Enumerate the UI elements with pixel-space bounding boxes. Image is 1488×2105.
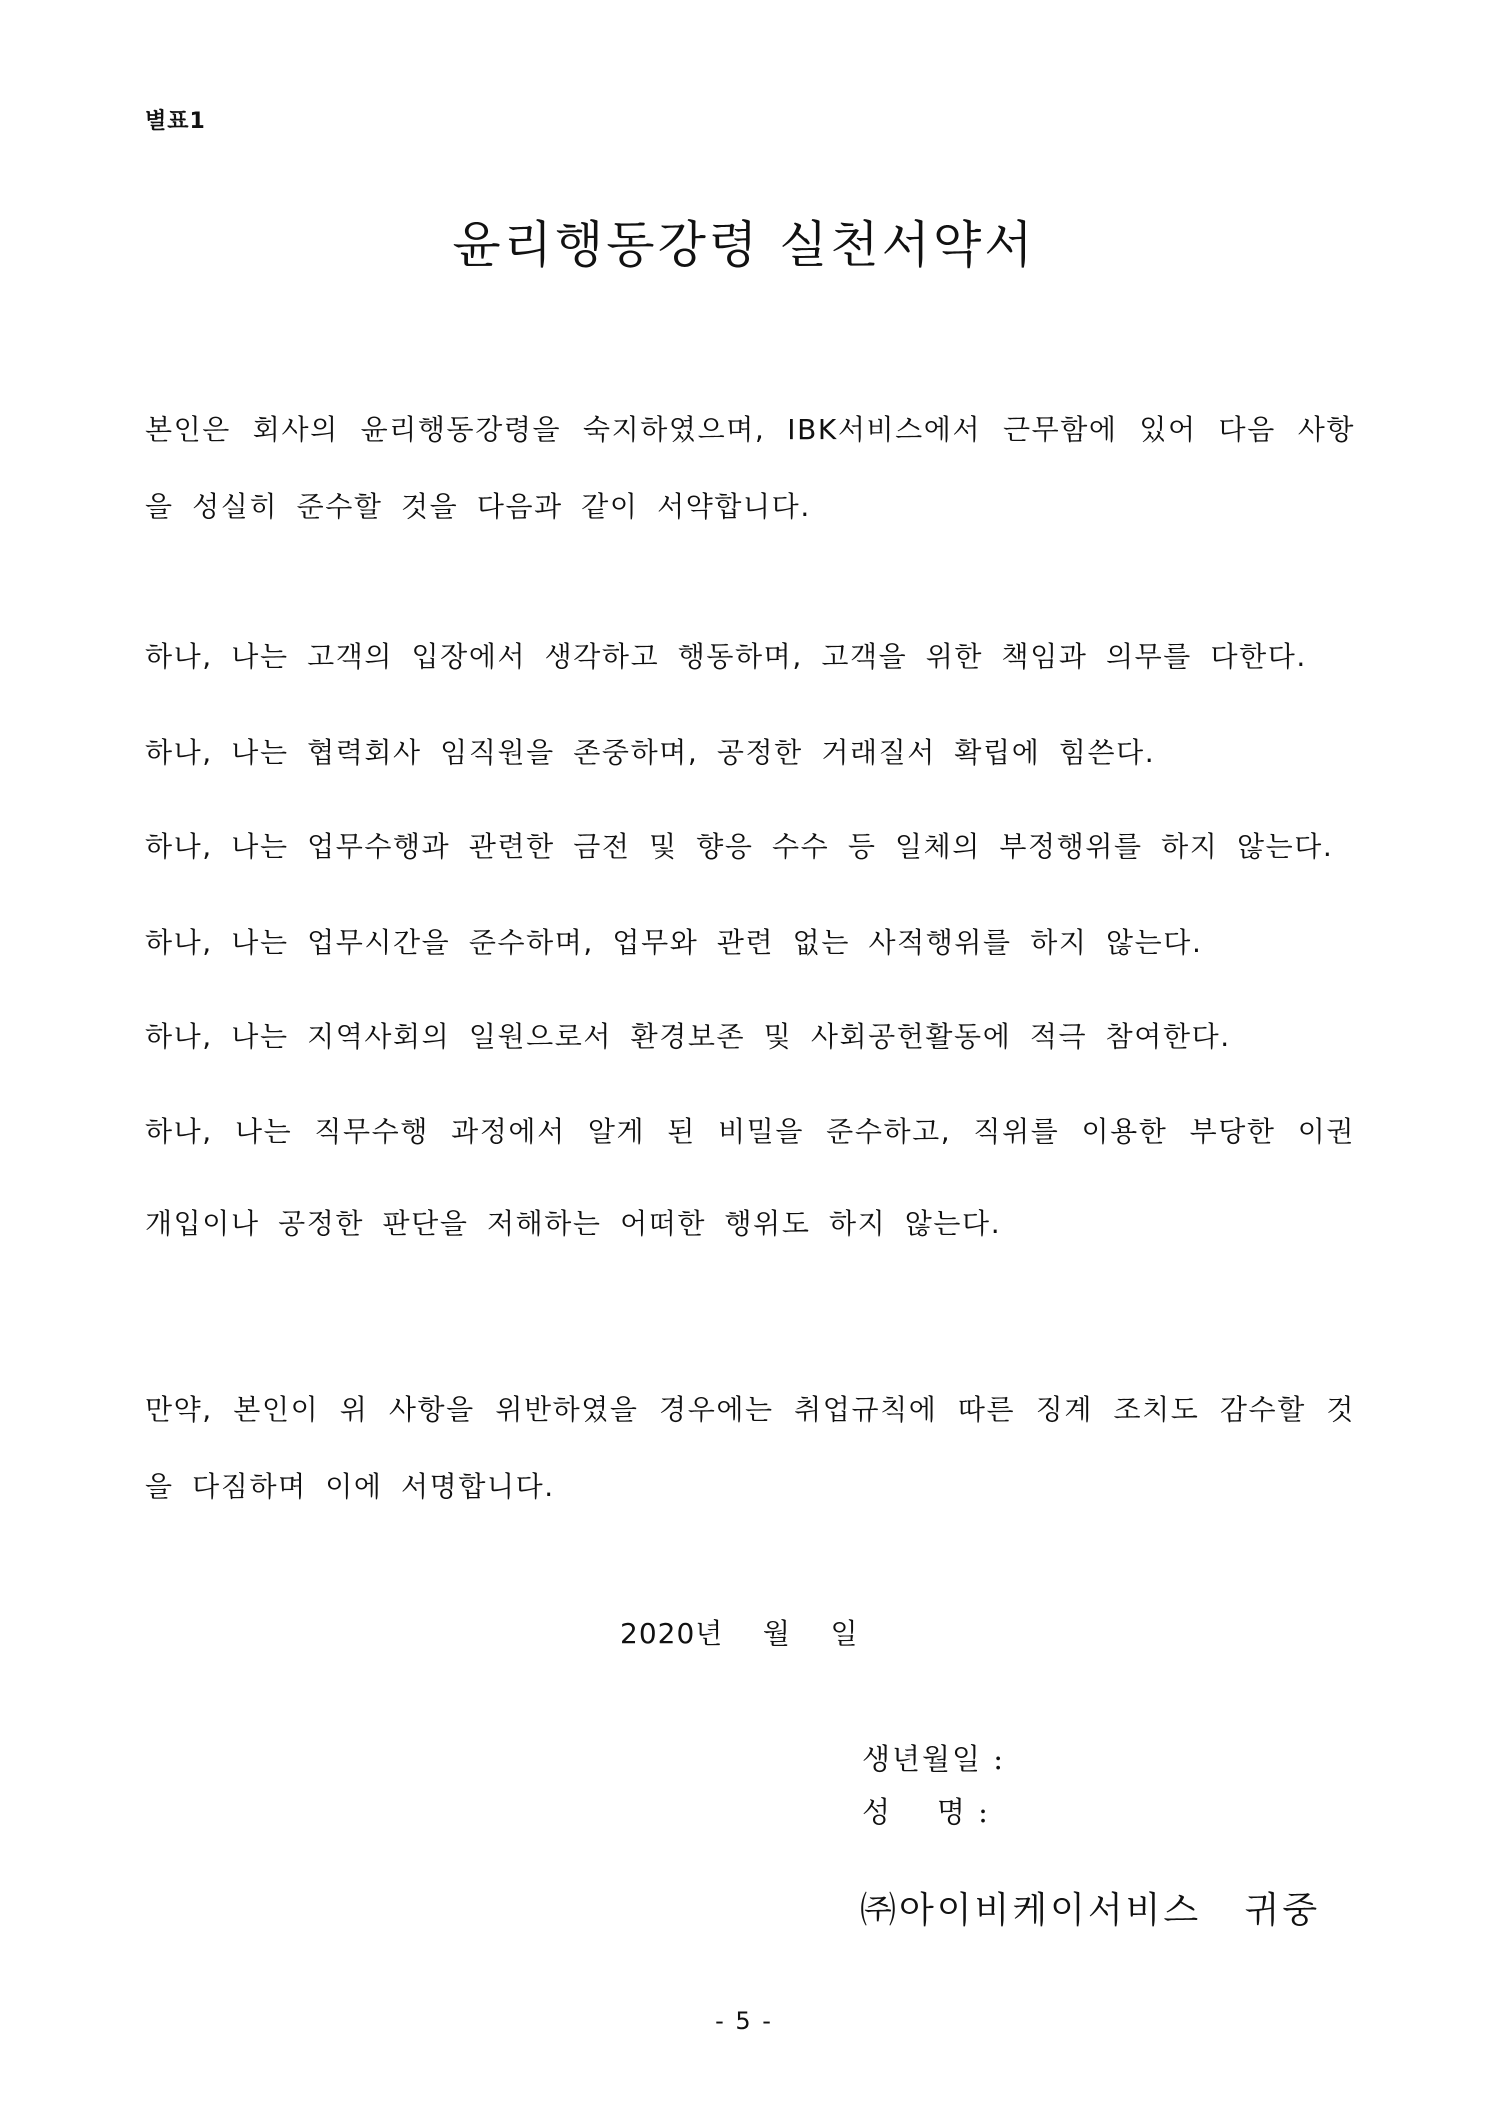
pledge-item: 하나, 나는 협력회사 임직원을 존중하며, 공정한 거래질서 확립에 힘쓴다. [145, 736, 1156, 769]
page-number: - 5 - [715, 2007, 773, 2035]
intro-line: 을 성실히 준수할 것을 다음과 같이 서약합니다. [145, 490, 811, 523]
annex-label: 별표1 [145, 109, 206, 134]
intro-line: 본인은 회사의 윤리행동강령을 숙지하였으며, IBK서비스에서 근무함에 있어 다음 사항 [145, 413, 1355, 446]
closing-line: 만약, 본인이 위 사항을 위반하였을 경우에는 취업규칙에 따른 징계 조치도 감수할 것 [145, 1393, 1355, 1426]
birth-date-field: 생년월일 : [862, 1742, 1006, 1776]
pledge-item: 하나, 나는 고객의 입장에서 생각하고 행동하며, 고객을 위한 책임과 의무를 다한다. [145, 640, 1307, 673]
date-line: 2020년 월 일 [620, 1617, 859, 1650]
pledge-item: 하나, 나는 직무수행 과정에서 알게 된 비밀을 준수하고, 직위를 이용한 부당한 이권 [145, 1115, 1355, 1148]
recipient-company: ㈜아이비케이서비스 귀중 [860, 1890, 1321, 1931]
document-title: 윤리행동강령 실천서약서 [452, 216, 1036, 274]
pledge-item: 하나, 나는 지역사회의 일원으로서 환경보존 및 사회공헌활동에 적극 참여한다. [145, 1020, 1231, 1053]
pledge-item: 하나, 나는 업무시간을 준수하며, 업무와 관련 없는 사적행위를 하지 않는다. [145, 926, 1203, 959]
closing-line: 을 다짐하며 이에 서명합니다. [145, 1470, 555, 1503]
pledge-item-continued: 개입이나 공정한 판단을 저해하는 어떠한 행위도 하지 않는다. [145, 1207, 1002, 1240]
pledge-item: 하나, 나는 업무수행과 관련한 금전 및 향응 수수 등 일체의 부정행위를 하지 않는다. [145, 830, 1334, 863]
name-field: 성 명 : [862, 1795, 990, 1829]
